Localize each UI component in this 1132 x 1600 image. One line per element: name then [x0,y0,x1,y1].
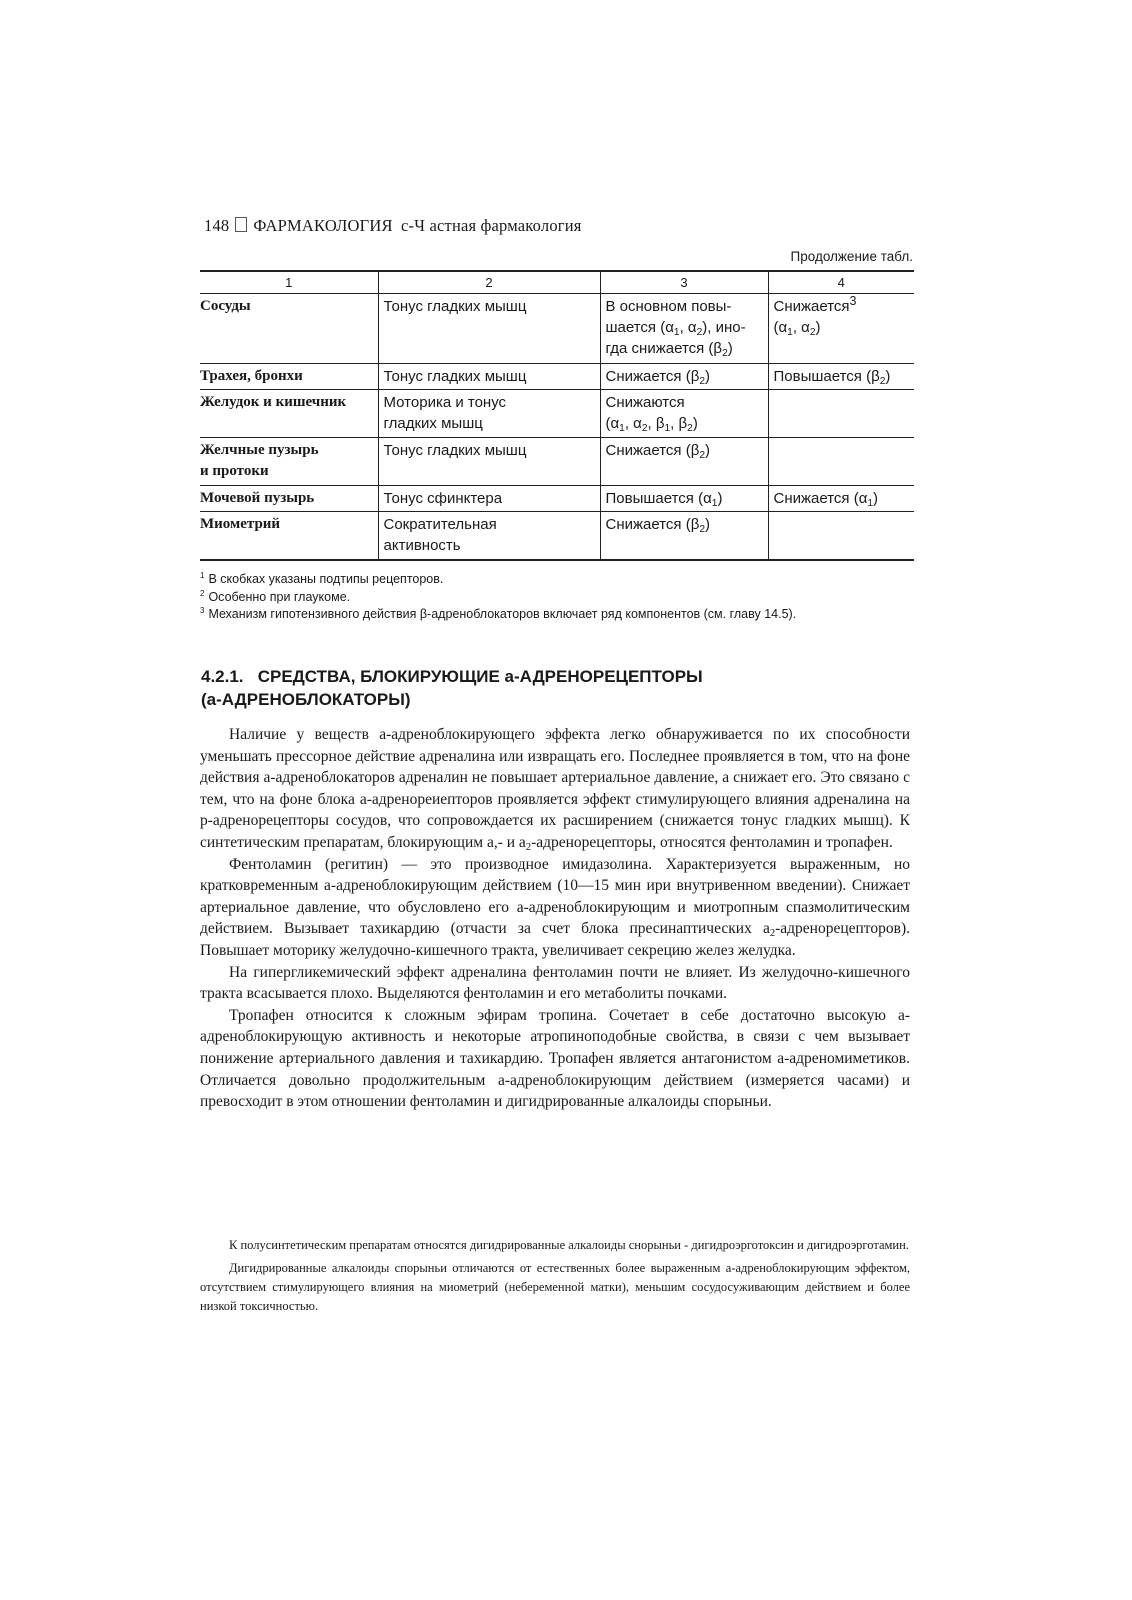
alpha-effect-cell: Снижается $(\beta_2)$ [600,512,768,560]
table-row [200,438,914,486]
beta-effect-cell [768,390,914,438]
organ-cell: Сосуды [200,294,378,364]
receptor-effects-table [200,270,914,561]
table-row [200,390,914,438]
footnote [200,571,920,589]
column-header-2: 2 [378,271,600,294]
alpha-effect-cell: Повышается $(\alpha_1)$ [600,486,768,512]
organ-cell: Трахея, бронхи [200,364,378,390]
parameter-cell: Моторика и тонус гладких мышц [378,390,600,438]
alpha-effect-cell: Снижается $(\beta_2)$ [600,364,768,390]
table-footnotes [200,571,920,624]
book-title: ФАРМАКОЛОГИЯ [253,216,393,235]
footnote [200,589,920,607]
section-heading [201,665,921,711]
paragraph: На гипергликемический эффект адреналина фентоламин почти не влияет. Из желудочно-кишечного тракта всасывается плохо. Выделяются фентоламин и его метаболиты почками. [200,963,910,1003]
column-header-4: 4 [768,271,914,294]
alpha-effect-cell: Снижаются ($\alpha_1$, $\alpha_2$, $\beta_1$, $\beta_2$) [600,390,768,438]
parameter-cell: Тонус гладких мышц [378,294,600,364]
main-text [200,724,910,1113]
table-row [200,364,914,390]
beta-effect-cell: Повышается $(\beta_2)$ [768,364,914,390]
small-paragraph: Дигидрированные алкалоиды спорыньи отличаются от естественных более выраженным а-адреноблокирующим эффектом, отсутствием стимулирующего влияния на миометрий (небеременной матки), меньшим сосудосуживающим действием и более низкой токсичностью. [200,1261,910,1313]
beta-effect-cell: Снижается$^3$ ($\alpha_1$, $\alpha_2$) [768,294,914,364]
organ-cell: Миометрий [200,512,378,560]
paragraph: Наличие у веществ а-адреноблокирующего эффекта легко обнаруживается по их способности уменьшать прессорное действие адреналина или извращать его. Последнее проявляется в том, что на фоне действия а-адреноблокаторов адреналин не повышает артериальное давление, а снижает его. Это связано с тем, что на фоне блока а-адренореиепторов проявляется эффект стимулирующего влияния адреналина на р-адренорецепторы сосудов, что сопровождается их расширением (снижается тонус гладких мышц). К синтетическим препаратам, блокирующим а,- и $а_2$-адренорецепторы, относятся фентоламин и тропафен. [200,726,910,853]
footnote-mark: 2 [200,588,205,598]
footnote-text: Особенно при глаукоме. [208,589,351,604]
parameter-cell: Тонус гладких мышц [378,438,600,486]
column-header-3: 3 [600,271,768,294]
organ-cell: Желчные пузырь и протоки [200,438,378,486]
running-head [204,216,924,236]
table-header-row [200,271,914,294]
parameter-cell: Тонус гладких мышц [378,364,600,390]
alpha-effect-cell: Снижается $(\beta_2)$ [600,438,768,486]
section-number: 4.2.1. [201,667,244,686]
running-head-glyph: с- [401,216,415,235]
book-subtitle: Ч астная фармакология [414,216,582,235]
beta-effect-cell [768,438,914,486]
footnote [200,606,920,624]
alpha-effect-cell: В основном повы- шается ($\alpha_1$, $\alpha_2$), ино- гда снижается $(\beta_2)$ [600,294,768,364]
page-number: 148 [204,216,230,235]
table-row [200,486,914,512]
column-header-1: 1 [200,271,378,294]
parameter-cell: Сократительная активность [378,512,600,560]
footnote-text: В скобках указаны подтипы рецепторов. [208,572,444,586]
table-row [200,512,914,560]
table-row [200,294,914,364]
section-title-line2: (а-АДРЕНОБЛОКАТОРЫ) [201,690,411,709]
parameter-cell: Тонус сфинктера [378,486,600,512]
section-title: СРЕДСТВА, БЛОКИРУЮЩИЕ а-АДРЕНОРЕЦЕПТОРЫ [257,667,703,686]
small-paragraph: К полусинтетическим препаратам относятся дигидрированные алкалоиды снорыньи - дигидроэрготоксин и дигидроэрготамин. [229,1238,909,1252]
paragraph: Фентоламин (регитин) — это производное имидазолина. Характеризуется выраженным, но кратковременным а-адреноблокирующим действием (10—15 мин ири внутривенном введении). Снижает артериальное давление, что обусловлено его а-адреноблокирующим и миотропным спазмолитическим действием. Вызывает тахикардию (отчасти за счет блока пресинаптических $а_2-адренорецепторов$). Повышает моторику желудочно-кишечного тракта, увеличивает секрецию желез желудка. [200,855,910,959]
organ-cell: Желудок и кишечник [200,390,378,438]
footnote-mark: 3 [200,606,205,615]
beta-effect-cell: Снижается $(\alpha_1)$ [768,486,914,512]
organ-cell: Мочевой пузырь [200,486,378,512]
beta-effect-cell [768,512,914,560]
table-continued-label: Продолжение табл. [790,249,913,264]
footnote-mark: 1 [200,571,205,580]
footnote-text: Механизм гипотензивного действия β-адреноблокаторов включает ряд компонентов (см. главу 14.5). [208,607,797,621]
paragraph: Тропафен относится к сложным эфирам тропина. Сочетает в себе достаточно высокую а-адреноблокирующую активность и некоторые атропиноподобные свойства, в связи с чем вызывает понижение артериального давления и тахикардию. Тропафен является антагонистом а-адреномиметиков. Отличается довольно продолжительным а-адреноблокирующим действием (измеряется часами) и превосходит в этом отношении фентоламин и дигидрированные алкалоиды спорыньи. [200,1006,910,1111]
box-glyph-icon [235,217,247,232]
small-print-text [200,1236,910,1316]
